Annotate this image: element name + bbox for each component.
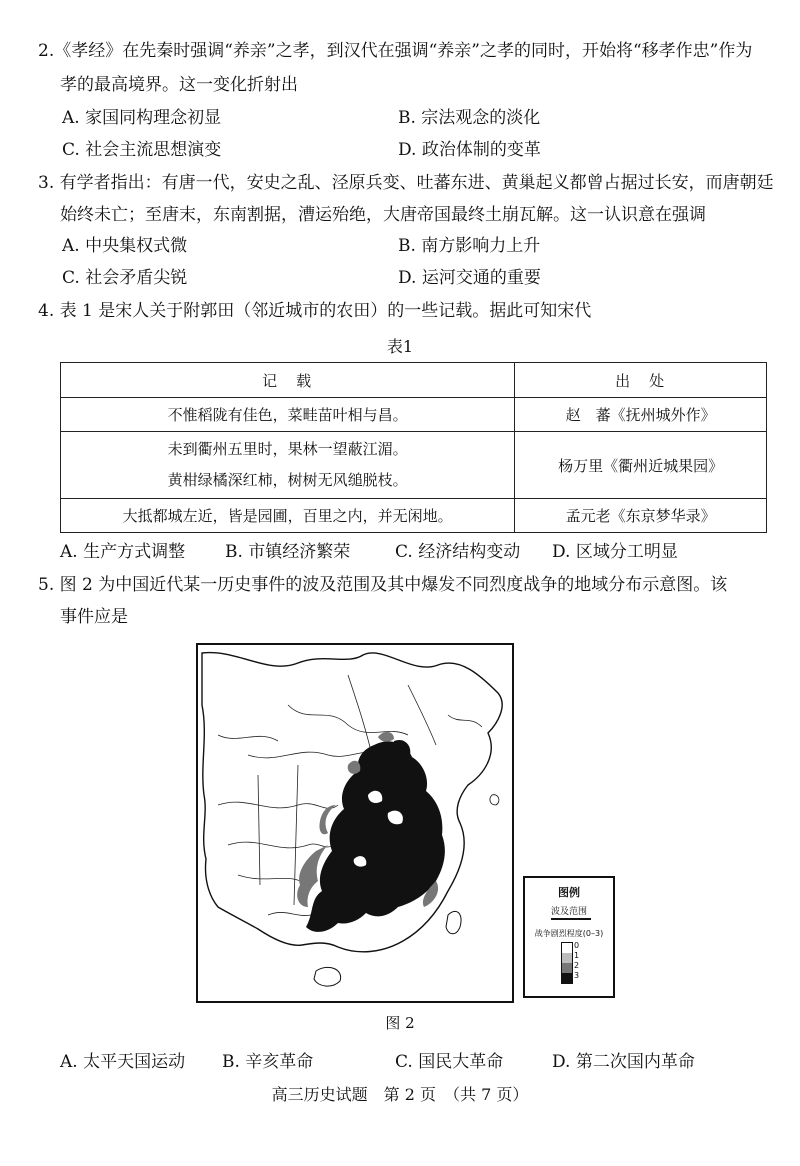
record-line: 未到衢州五里时，果林一望蔽江湄。 — [167, 440, 408, 458]
q2-option-a: A. 家国同构理念初显 — [62, 108, 222, 128]
q3-stem-line2: 始终未亡；至唐末，东南割据，漕运殆绝，大唐帝国最终土崩瓦解。这一认识意在强调 — [60, 205, 706, 225]
level-label: 1 — [574, 951, 580, 960]
legend-range-line — [551, 918, 591, 920]
table-row — [61, 499, 767, 533]
page-footer: 高三历史试题 第 2 页 （共 7 页） — [271, 1085, 529, 1104]
q4-stem-line1: 4. 表 1 是宋人关于附郭田（邻近城市的农田）的一些记载。据此可知宋代 — [38, 301, 592, 321]
ramp-level-3 — [562, 973, 572, 983]
legend-level-labels — [574, 941, 579, 981]
q5-option-a: A. 太平天国运动 — [60, 1052, 186, 1072]
record-cell — [61, 432, 515, 499]
q2-stem-line2: 孝的最高境界。这一变化折射出 — [60, 75, 298, 95]
q2-stem-line1: 2.《孝经》在先秦时强调“养亲”之孝，到汉代在强调“养亲”之孝的同时，开始将“移孝作忠”作为 — [38, 41, 753, 61]
source-cell: 赵 蕃《抚州城外作》 — [515, 398, 767, 432]
ramp-level-1 — [562, 953, 572, 963]
q4-option-a: A. 生产方式调整 — [60, 542, 186, 562]
q5-option-b: B. 辛亥革命 — [222, 1052, 314, 1072]
ramp-level-0 — [562, 943, 572, 953]
level-label: 0 — [574, 941, 580, 950]
q3-option-b: B. 南方影响力上升 — [398, 236, 541, 256]
q3-option-c: C. 社会矛盾尖锐 — [62, 268, 188, 288]
china-map-figure — [196, 643, 514, 1003]
china-map-drawing — [198, 645, 512, 1001]
q4-option-b: B. 市镇经济繁荣 — [225, 542, 351, 562]
q2-option-b: B. 宗法观念的淡化 — [398, 108, 541, 128]
figure-caption: 图 2 — [385, 1014, 415, 1032]
map-legend — [523, 876, 615, 998]
level-label: 3 — [574, 971, 580, 980]
ramp-level-2 — [562, 963, 572, 973]
legend-range-label: 波及范围 — [550, 907, 587, 917]
source-cell: 孟元老《东京梦华录》 — [515, 499, 767, 533]
q5-stem-line1: 5. 图 2 为中国近代某一历史事件的波及范围及其中爆发不同烈度战争的地域分布示意图。该 — [38, 575, 728, 595]
q4-option-d: D. 区域分工明显 — [552, 542, 678, 562]
header-record: 记 载 — [61, 363, 515, 398]
records-table — [60, 362, 767, 533]
table-title: 表1 — [386, 337, 414, 356]
header-source: 出 处 — [515, 363, 767, 398]
legend-title: 图例 — [558, 886, 580, 899]
table-row — [61, 432, 767, 499]
table-header-row — [61, 363, 767, 398]
record-line: 黄柑绿橘深红柿，树树无风缒脱枝。 — [167, 471, 408, 489]
q4-option-c: C. 经济结构变动 — [395, 542, 521, 562]
q2-option-c: C. 社会主流思想演变 — [62, 140, 222, 160]
q5-option-c: C. 国民大革命 — [395, 1052, 504, 1072]
q3-stem-line1: 3. 有学者指出：有唐一代，安史之乱、泾原兵变、吐蕃东进、黄巢起义都曾占据过长安，而唐朝廷 — [38, 173, 774, 193]
level-label: 2 — [574, 961, 580, 970]
q5-stem-line2: 事件应是 — [60, 607, 128, 627]
legend-severity-ramp — [561, 942, 573, 984]
legend-severity-label: 战争剧烈程度(0–3) — [534, 929, 604, 938]
table-row — [61, 398, 767, 432]
source-cell: 杨万里《衢州近城果园》 — [515, 432, 767, 499]
record-cell: 不惟稻陇有佳色，菜畦苗叶相与昌。 — [61, 398, 515, 432]
q3-option-a: A. 中央集权式微 — [62, 236, 188, 256]
record-cell: 大抵都城左近，皆是园圃，百里之内，并无闲地。 — [61, 499, 515, 533]
q2-option-d: D. 政治体制的变革 — [398, 140, 541, 160]
q5-option-d: D. 第二次国内革命 — [552, 1052, 695, 1072]
q3-option-d: D. 运河交通的重要 — [398, 268, 541, 288]
